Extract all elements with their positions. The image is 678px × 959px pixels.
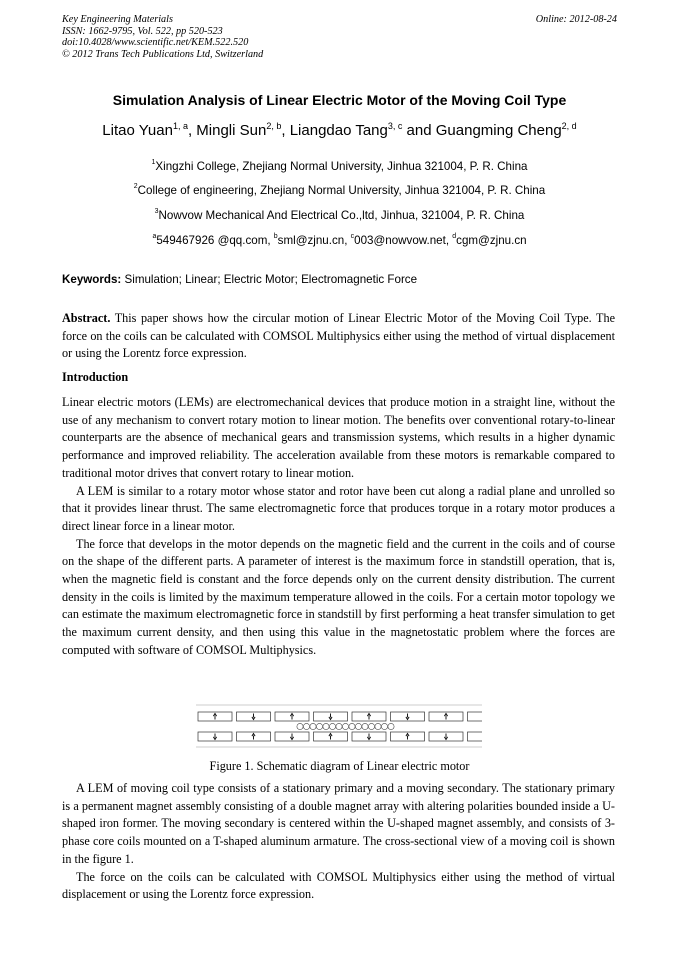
email-text: sml@zjnu.cn, (277, 234, 351, 247)
author-sup: 1, a (172, 121, 188, 131)
email-sup: b (273, 233, 278, 240)
email-text: cgm@zjnu.cn (456, 234, 527, 247)
affiliation-sup: 2 (133, 183, 138, 190)
email-sup: a (152, 233, 157, 240)
affiliation-text: Nowvow Mechanical And Electrical Co.,ltd, Jinhua, 321004, P. R. China (158, 209, 525, 222)
motor-schematic-figure (196, 702, 482, 750)
copyright-line: © 2012 Trans Tech Publications Ltd, Switzerland (62, 48, 264, 60)
coil-icon (355, 723, 361, 729)
paragraph: Linear electric motors (LEMs) are electromechanical devices that produce motion in a straight line, without the use of any mechanism to convert rotary motion to linear motion. The benefits over conventional rotary-to-linear counterparts are the absence of mechanical gears and transmission systems, which results in a higher dynamic performance and improved reliability. The acceleration available from these motors is remarkable compared to traditional motor drives that convert rotary to linear motion. (62, 395, 615, 480)
paragraph: A LEM is similar to a rotary motor whose stator and rotor have been cut along a radial plane and unrolled so that it provides linear thrust. The same electromagnetic force that produces torque in a rotary motor produces a direct linear force in a linear motor. (62, 483, 615, 533)
coil-row (297, 723, 394, 729)
affiliation-sup: 3 (154, 208, 159, 215)
keywords-label: Keywords: (62, 273, 122, 286)
email-sup: c (350, 233, 355, 240)
affiliation-sup: 1 (151, 159, 156, 166)
email-text: 003@nowvow.net, (354, 234, 453, 247)
paper-title: Simulation Analysis of Linear Electric Motor of the Moving Coil Type (112, 92, 567, 108)
coil-icon (362, 723, 368, 729)
bottom-magnet (468, 732, 483, 741)
affiliation-text: Xingzhi College, Zhejiang Normal University, Jinhua 321004, P. R. China (155, 160, 528, 173)
bottom-magnet-row (198, 732, 482, 741)
top-magnet-row (198, 712, 482, 721)
coil-icon (388, 723, 394, 729)
coil-icon (310, 723, 316, 729)
affiliation-text: College of engineering, Zhejiang Normal University, Jinhua 321004, P. R. China (137, 184, 546, 197)
figure-caption: Figure 1. Schematic diagram of Linear electric motor (209, 759, 470, 773)
coil-icon (342, 723, 348, 729)
paragraph: The force on the coils can be calculated with COMSOL Multiphysics either using the method of virtual displacement or using the Lorentz force expression. (62, 869, 615, 902)
email-sup: d (452, 233, 457, 240)
coil-icon (323, 723, 329, 729)
coil-icon (368, 723, 374, 729)
author-list (62, 122, 617, 139)
coil-icon (303, 723, 309, 729)
keywords (62, 273, 617, 286)
after-figure-body (62, 780, 615, 904)
introduction-body (62, 394, 615, 660)
author-sep: , (187, 122, 197, 139)
keywords-text: Simulation; Linear; Electric Motor; Electromagnetic Force (124, 273, 418, 286)
author-name: Mingli Sun (196, 122, 267, 139)
issn-line: ISSN: 1662-9795, Vol. 522, pp 520-523 (62, 25, 223, 37)
coil-icon (336, 723, 342, 729)
doi-line: doi:10.4028/www.scientific.net/KEM.522.520 (62, 37, 249, 49)
coil-icon (349, 723, 355, 729)
coil-icon (297, 723, 303, 729)
journal-name: Key Engineering Materials (62, 14, 173, 25)
abstract (62, 310, 615, 363)
online-date: Online: 2012-08-24 (535, 14, 617, 25)
affiliation-3 (62, 209, 617, 222)
abstract-label: Abstract. (62, 311, 111, 325)
author-sep: , (281, 122, 290, 139)
paragraph: The force that develops in the motor depends on the magnetic field and the current in the coils and of course on the shape of the different parts. A parameter of interest is the maximum force in standstill operation, that is, when the magnetic field is constant and the force depends only on the current density distribution. The current density in the coils is limited by the maximum temperature allowed in the coils. For a certain motor topology we can estimate the maximum electromagnetic force in standstill by first performing a heat transfer simulation to get the maximum current density, and then using this value in the magnetostatic problem where the forces are computed with software of COMSOL Multiphysics. (62, 536, 615, 657)
email-text: 549467926 @qq.com, (156, 234, 274, 247)
abstract-text: This paper shows how the circular motion of Linear Electric Motor of the Moving Coil Type. The force on the coils can be calculated with COMSOL Multiphysics either using the method of virtual displacement or using the Lorentz force expression. (62, 311, 615, 361)
section-heading-introduction: Introduction (62, 370, 129, 384)
coil-icon (316, 723, 322, 729)
coil-icon (329, 723, 335, 729)
top-magnet (468, 712, 483, 721)
author-sup: 2, b (266, 121, 282, 131)
author-name: Guangming Cheng (435, 122, 562, 139)
author-name: Litao Yuan (102, 122, 173, 139)
email-line (62, 234, 617, 247)
author-sup: 3, c (387, 121, 403, 131)
author-sep: and (402, 122, 436, 139)
coil-icon (381, 723, 387, 729)
paragraph: A LEM of moving coil type consists of a stationary primary and a moving secondary. The stationary primary is a permanent magnet assembly consisting of a double magnet array with altering polarities bounded inside a U-shaped iron former. The moving secondary is centered within the U-shaped magnet assembly, and consists of 3-phase core coils mounted on a T-shaped aluminum armature. The cross-sectional view of a moving coil is shown in the figure 1. (62, 781, 615, 866)
author-sup: 2, d (561, 121, 577, 131)
author-name: Liangdao Tang (289, 122, 388, 139)
journal-header (62, 14, 617, 60)
affiliation-1 (62, 160, 617, 173)
affiliation-2 (62, 184, 617, 197)
coil-icon (375, 723, 381, 729)
